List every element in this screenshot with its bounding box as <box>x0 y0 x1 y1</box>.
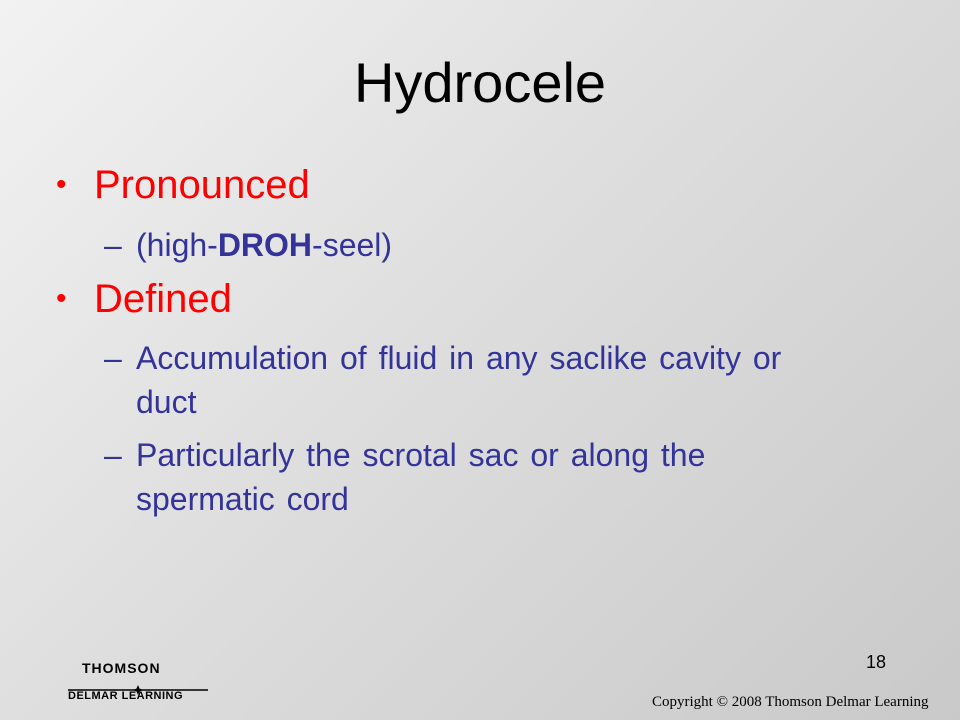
page-number: 18 <box>866 652 887 672</box>
dash-marker: – <box>104 340 122 376</box>
pronunciation-text <box>136 223 884 267</box>
pronunciation-prefix: (high- <box>136 227 218 263</box>
dash-marker: – <box>104 227 122 263</box>
bullet-dot: • <box>56 282 67 315</box>
thomson-delmar-logo <box>68 660 228 710</box>
subitem-pronunciation <box>104 223 884 267</box>
pronunciation-suffix: -seel) <box>312 227 393 263</box>
bullet-defined <box>56 276 232 322</box>
definition-line-1: Accumulation of fluid in any saclike cavity or <box>136 340 782 376</box>
bullet-pronounced <box>56 162 310 208</box>
definition-line-2: duct <box>136 384 197 420</box>
subitem-definition-2 <box>104 433 884 521</box>
definition-line-2: spermatic cord <box>136 481 349 517</box>
bullet-dot: • <box>56 168 67 201</box>
bullet-label: Defined <box>94 277 232 321</box>
slide-title: Hydrocele <box>353 51 607 114</box>
copyright-text: Copyright © 2008 Thomson Delmar Learning <box>652 694 929 710</box>
dash-marker: – <box>104 437 122 473</box>
bullet-label: Pronounced <box>94 163 310 207</box>
logo-bottom-text: DELMAR LEARNING <box>68 690 184 702</box>
subitem-definition-1 <box>104 336 884 424</box>
pronunciation-emphasis: DROH <box>217 227 313 263</box>
logo-top-text: THOMSON <box>82 660 161 676</box>
definition-line-1: Particularly the scrotal sac or along the <box>136 437 706 473</box>
